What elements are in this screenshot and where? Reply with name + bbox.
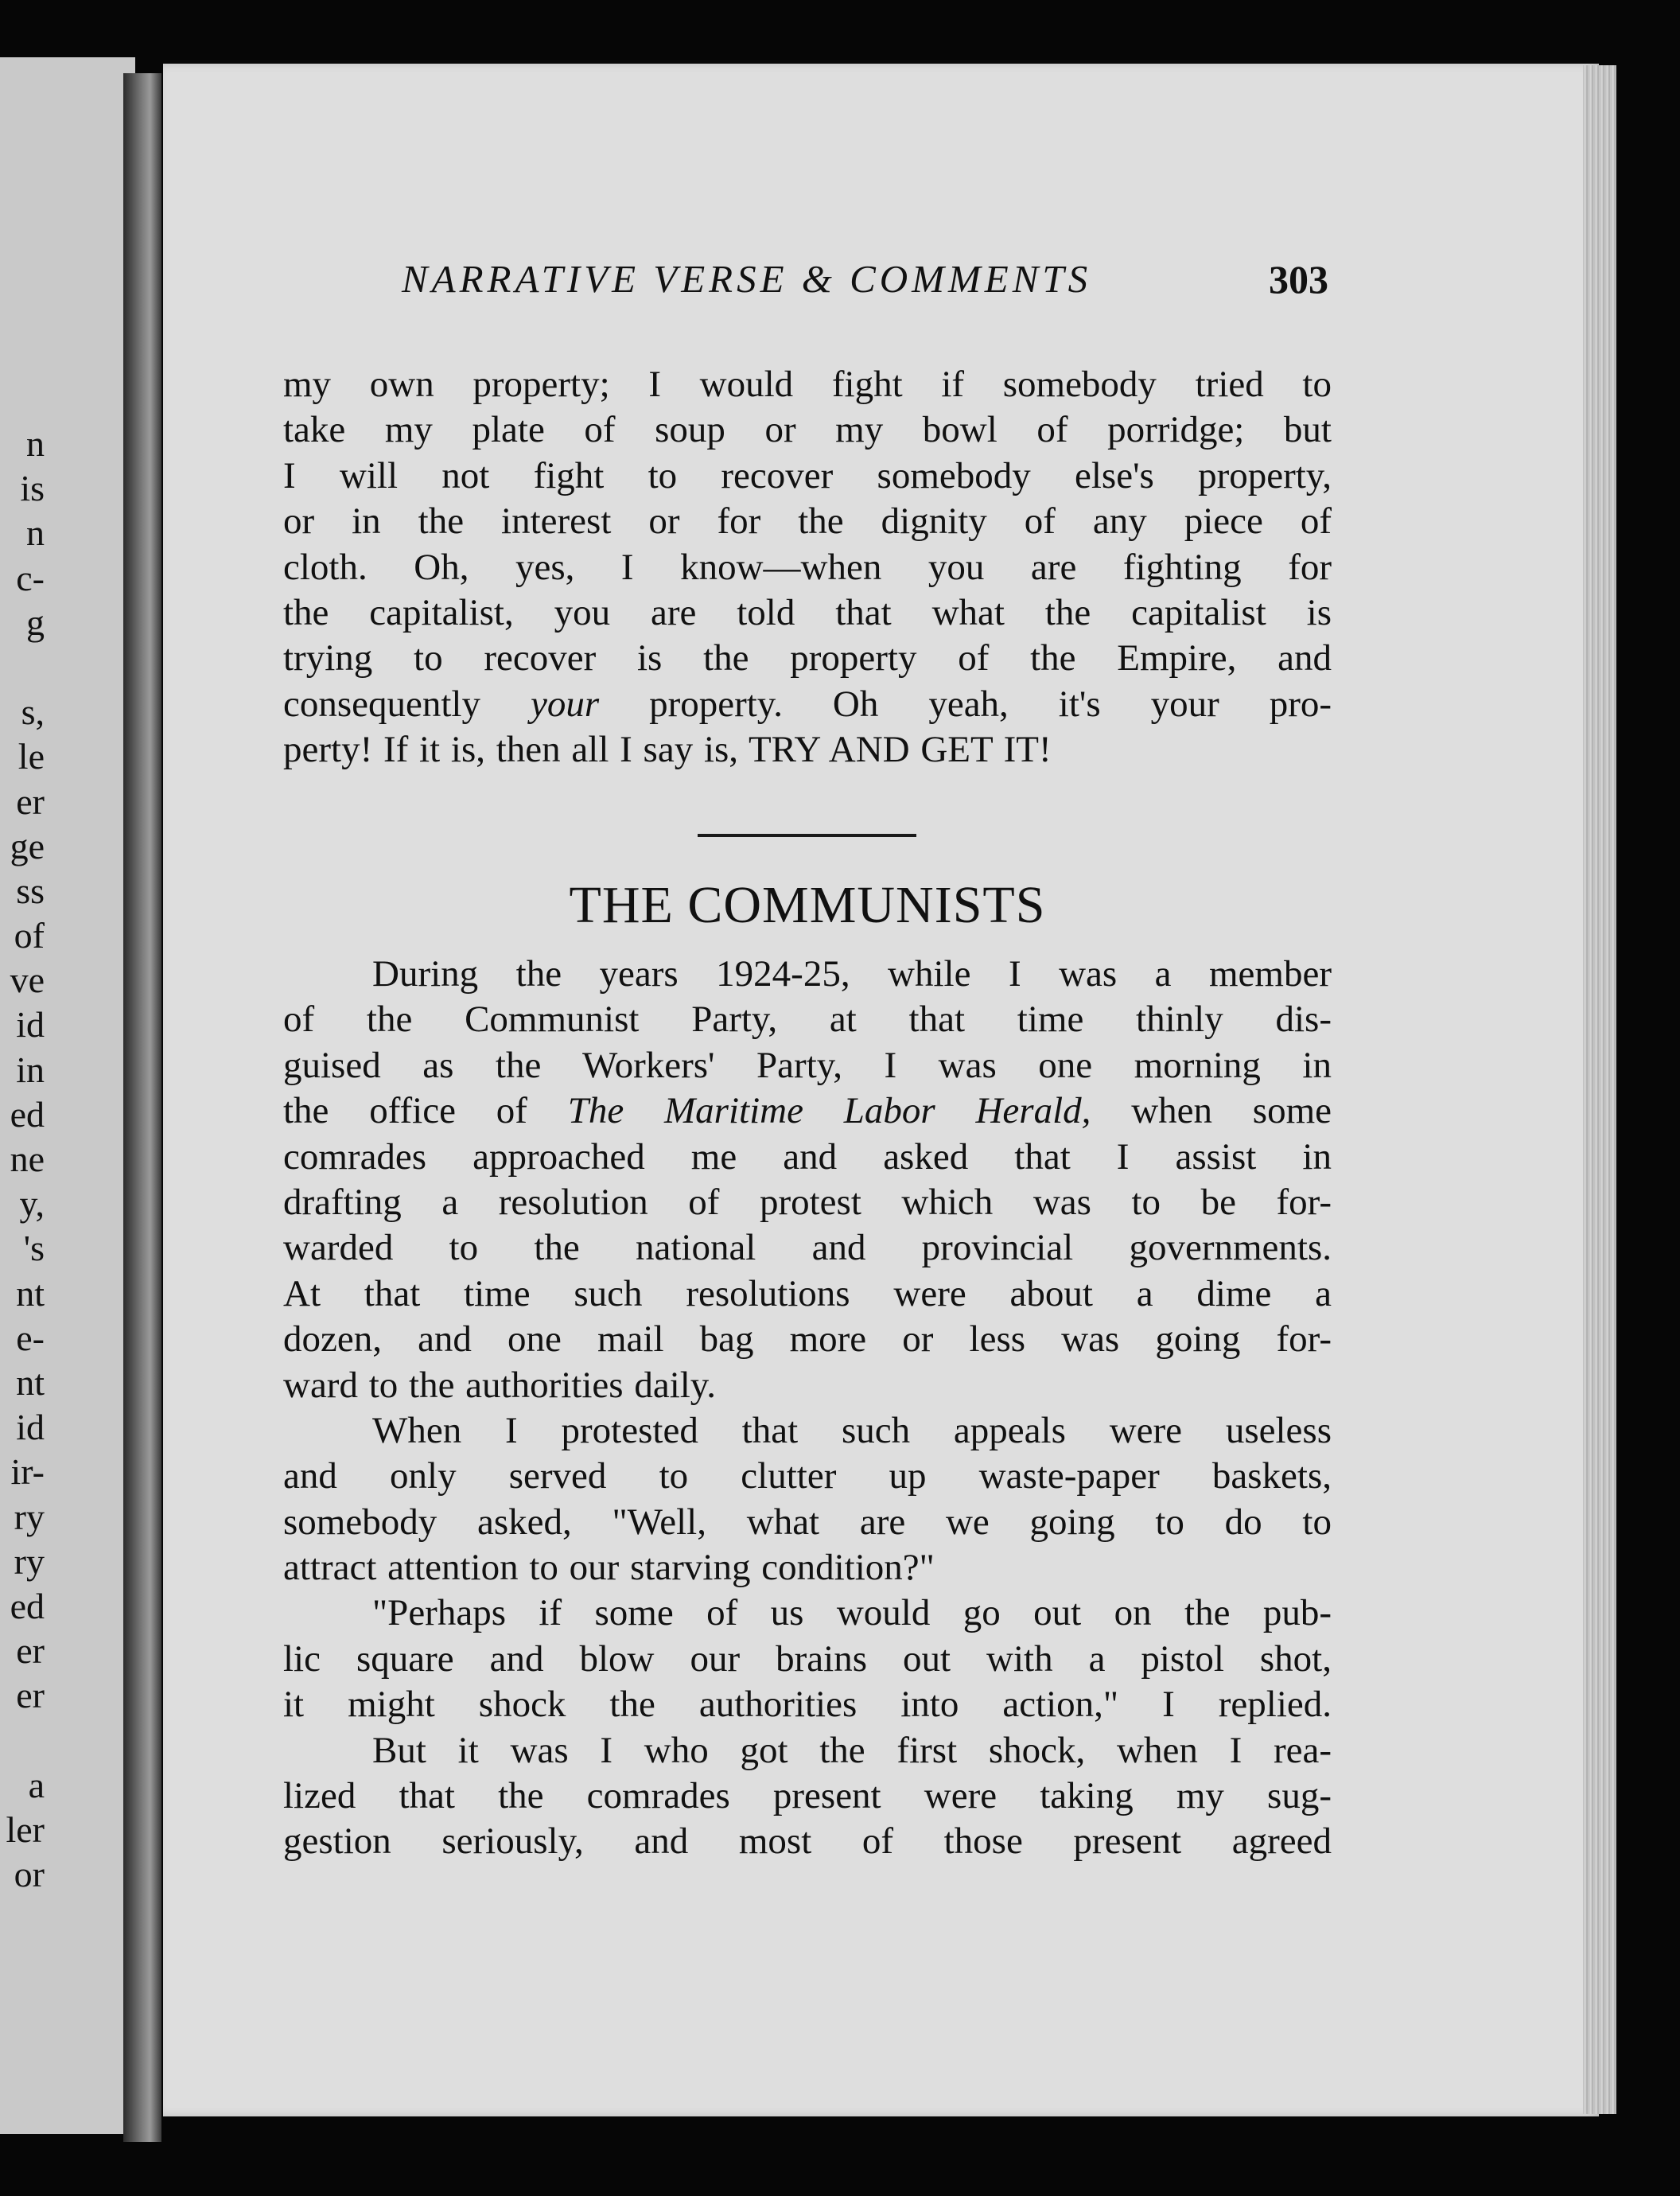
fragment-line: g — [26, 602, 45, 643]
italic-title: The Maritime Labor Herald, — [567, 1090, 1091, 1132]
text-line: perty! If it is, then all I say is, TRY AND GET IT! — [283, 729, 1052, 771]
text-line: my own property; I would fight if somebody tried to — [283, 364, 1332, 405]
text-line: it might shock the authorities into action," I replied. — [283, 1684, 1332, 1726]
section-title: THE COMMUNISTS — [569, 876, 1046, 934]
fragment-line: ry — [14, 1496, 45, 1537]
fragment-line: or — [14, 1854, 45, 1894]
fragment-line: le — [18, 736, 45, 777]
fragment-line: a — [28, 1764, 45, 1805]
fragment-line: ed — [10, 1093, 45, 1135]
text-line: somebody asked, "Well, what are we going to do to — [283, 1501, 1332, 1543]
text-line: guised as the Workers' Party, I was one morning in — [283, 1044, 1332, 1086]
text-line: comrades approached me and asked that I assist in — [283, 1135, 1332, 1178]
text-line: warded to the national and provincial governments. — [283, 1227, 1332, 1269]
fragment-line: ve — [10, 960, 45, 1001]
fragment-line: ss — [16, 870, 45, 911]
running-header-title: NARRATIVE VERSE & COMMENTS — [402, 257, 1092, 301]
facing-page-left — [0, 57, 135, 2134]
italic-word: your — [530, 683, 600, 725]
text-line: or in the interest or for the dignity of any piece of — [283, 500, 1332, 543]
section-divider-rule — [698, 834, 916, 837]
text-segment: property. Oh yeah, it's your pro- — [599, 683, 1332, 725]
fragment-line: is — [20, 468, 45, 509]
text-line: ward to the authorities daily. — [283, 1364, 717, 1406]
fragment-line: e- — [16, 1317, 45, 1358]
fragment-line: n — [26, 512, 45, 554]
fragment-line: 's — [23, 1228, 45, 1269]
text-line: I will not fight to recover somebody else's property, — [283, 454, 1332, 496]
fragment-line: id — [16, 1407, 45, 1448]
fragment-line: ne — [10, 1139, 45, 1179]
fragment-line: n — [26, 423, 45, 464]
fragment-line: c- — [16, 557, 45, 598]
text-line: the capitalist, you are told that what the capitalist is — [283, 591, 1332, 633]
fragment-line: y, — [19, 1183, 45, 1225]
fragment-line: er — [16, 1675, 45, 1716]
text-line: drafting a resolution of protest which was to be for- — [283, 1181, 1332, 1223]
text-line: attract attention to our starving condition?" — [283, 1547, 935, 1589]
page-number: 303 — [1269, 257, 1328, 302]
fragment-line: ry — [14, 1540, 45, 1582]
text-line: gestion seriously, and most of those present agreed — [283, 1820, 1332, 1863]
book-gutter — [123, 73, 161, 2142]
text-line: At that time such resolutions were about a dime a — [283, 1272, 1332, 1314]
fragment-line — [0, 1718, 72, 1762]
fragment-line: s, — [21, 691, 45, 733]
text-line: During the years 1924-25, while I was a member — [372, 953, 1332, 995]
fragment-line: ed — [10, 1585, 45, 1626]
text-line: dozen, and one mail bag more or less was going for- — [283, 1318, 1332, 1361]
fragment-line: nt — [16, 1361, 45, 1403]
fragment-line: ge — [10, 825, 45, 866]
text-line: lized that the comrades present were taking my sug- — [283, 1775, 1332, 1817]
paragraph-continued — [283, 362, 1332, 773]
fragment-line: ir- — [10, 1451, 45, 1493]
text-segment: consequently — [283, 683, 531, 725]
fragment-line — [0, 645, 72, 690]
section-body — [283, 952, 1332, 1865]
page-edges — [1583, 65, 1616, 2114]
text-segment: the office of — [283, 1090, 568, 1132]
fragment-line: id — [16, 1004, 45, 1045]
text-line: of the Communist Party, at that time thinly dis- — [283, 999, 1332, 1041]
running-header — [286, 256, 1328, 312]
fragment-line: er — [16, 1630, 45, 1672]
facing-page-text-fragments — [0, 422, 72, 1897]
text-line: cloth. Oh, yes, I know—when you are fighting for — [283, 546, 1332, 588]
text-line-with-italic — [283, 1088, 1332, 1134]
fragment-line: ler — [6, 1809, 45, 1850]
text-line: But it was I who got the first shock, when I rea- — [372, 1729, 1332, 1771]
text-segment: when some — [1091, 1090, 1332, 1132]
text-line-with-italic — [283, 682, 1332, 727]
fragment-line: in — [16, 1049, 45, 1090]
text-line: trying to recover is the property of the Empire, and — [283, 637, 1332, 679]
fragment-line: of — [14, 915, 45, 956]
text-line: and only served to clutter up waste-paper baskets, — [283, 1455, 1332, 1497]
text-line: take my plate of soup or my bowl of porridge; but — [283, 409, 1332, 451]
text-line: lic square and blow our brains out with a pistol shot, — [283, 1637, 1332, 1680]
fragment-line: er — [16, 781, 45, 822]
fragment-line: nt — [16, 1272, 45, 1314]
text-line: "Perhaps if some of us would go out on the pub- — [372, 1592, 1332, 1634]
text-line: When I protested that such appeals were useless — [372, 1409, 1332, 1451]
